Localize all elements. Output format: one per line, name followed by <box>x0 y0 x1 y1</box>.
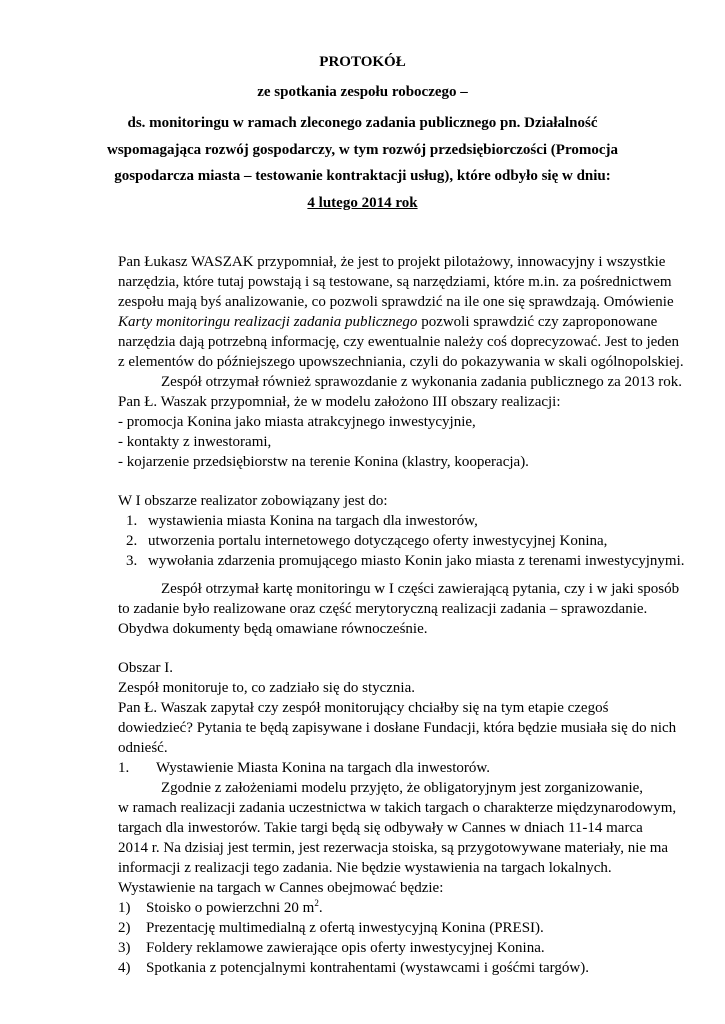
paragraph-line: Obydwa dokumenty będą omawiane równocześnie. <box>118 621 428 637</box>
list-item: 3) Foldery reklamowe zawierające opis oferty inwestycyjnej Konina. <box>118 940 545 956</box>
paragraph-line: narzędzia dają potrzebną informację, czy ewentualnie należy coś doprecyzować. Jest to jeden <box>118 334 679 350</box>
paragraph-line: Karty monitoringu realizacji zadania publicznego pozwoli sprawdzić czy zaproponowane <box>118 314 658 330</box>
list-item: 1. wystawienia miasta Konina na targach dla inwestorów, <box>126 513 478 529</box>
paragraph-line: 2014 r. Na dzisiaj jest termin, jest rezerwacja stoiska, są przygotowywane materiały, nie ma <box>118 840 669 856</box>
document-reference: Karty monitoringu realizacji zadania publicznego <box>118 314 418 330</box>
paragraph-line: W I obszarze realizator zobowiązany jest do: <box>118 493 388 509</box>
document-subtitle: ze spotkania zespołu roboczego – <box>257 84 468 100</box>
list-item: 1) Stoisko o powierzchni 20 $m^2$. <box>118 898 323 916</box>
meeting-date: 4 lutego 2014 rok <box>307 195 418 211</box>
paragraph-line: Zespół monitoruje to, co zadziało się do stycznia. <box>118 680 415 696</box>
paragraph-line: informacji z realizacji tego zadania. Nie będzie wystawienia na targach lokalnych. <box>118 860 612 876</box>
paragraph-line: to zadanie było realizowane oraz część merytoryczną realizacji zadania – sprawozdanie. <box>118 601 648 617</box>
list-item: 2) Prezentację multimedialną z ofertą inwestycyjną Konina (PRESI). <box>118 920 544 936</box>
list-item: 1. Wystawienie Miasta Konina na targach dla inwestorów. <box>118 760 490 776</box>
paragraph-line: z elementów do późniejszego upowszechniania, czyli do pokazywania w skali ogólnopolskiej. <box>118 354 684 370</box>
document-title: PROTOKÓŁ <box>319 54 406 70</box>
paragraph-line: odnieść. <box>118 740 168 756</box>
paragraph-line: Zgodnie z założeniami modelu przyjęto, że obligatoryjnym jest zorganizowanie, <box>161 780 644 796</box>
paragraph-line: Zespół otrzymał również sprawozdanie z wykonania zadania publicznego za 2013 rok. <box>161 374 683 390</box>
list-item: 2. utworzenia portalu internetowego dotyczącego oferty inwestycyjnej Konina, <box>126 533 608 549</box>
list-item: 3. wywołania zdarzenia promującego miasto Konin jako miasta z terenami inwestycyjnymi. <box>126 553 685 569</box>
document-subtitle: wspomagająca rozwój gospodarczy, w tym rozwój przedsiębiorczości (Promocja <box>106 142 618 158</box>
list-item: - kojarzenie przedsiębiorstw na terenie Konina (klastry, kooperacja). <box>118 454 529 470</box>
paragraph-line: narzędzia, które tutaj powstają i są testowane, są narzędziami, które m.in. za pośrednictwem <box>118 274 672 290</box>
document-subtitle: ds. monitoringu w ramach zleconego zadania publicznego pn. Działalność <box>127 115 598 131</box>
paragraph-line: dowiedzieć? Pytania te będą zapisywane i dosłane Fundacji, która będzie musiała się do nich <box>118 720 677 736</box>
paragraph-line: targach dla inwestorów. Takie targi będą się odbywały w Cannes w dniach 11-14 marca <box>118 820 643 836</box>
paragraph-line: w ramach realizacji zadania uczestnictwa w takich targach o charakterze międzynarodowym, <box>118 800 677 816</box>
paragraph-line: Pan Ł. Waszak zapytał czy zespół monitorujący chciałby się na tym etapie czegoś <box>118 700 609 716</box>
paragraph-line: Pan Ł. Waszak przypomniał, że w modelu założono III obszary realizacji: <box>118 394 561 410</box>
section-heading: Obszar I. <box>118 660 173 676</box>
list-item: 4) Spotkania z potencjalnymi kontrahentami (wystawcami i gośćmi targów). <box>118 960 589 976</box>
paragraph-line: Zespół otrzymał kartę monitoringu w I części zawierającą pytania, czy i w jaki sposób <box>161 581 680 597</box>
paragraph-line: Wystawienie na targach w Cannes obejmować będzie: <box>118 880 444 896</box>
list-item: - promocja Konina jako miasta atrakcyjnego inwestycyjnie, <box>118 414 476 430</box>
paragraph-line: Pan Łukasz WASZAK przypomniał, że jest to projekt pilotażowy, innowacyjny i wszystkie <box>118 254 666 270</box>
document-subtitle: gospodarcza miasta – testowanie kontraktacji usług), które odbyło się w dniu: <box>114 168 611 184</box>
list-item: - kontakty z inwestorami, <box>118 434 272 450</box>
paragraph-line: zespołu mają byś analizowanie, co pozwoli sprawdzić na ile one się sprawdzają. Omówienie <box>118 294 674 310</box>
